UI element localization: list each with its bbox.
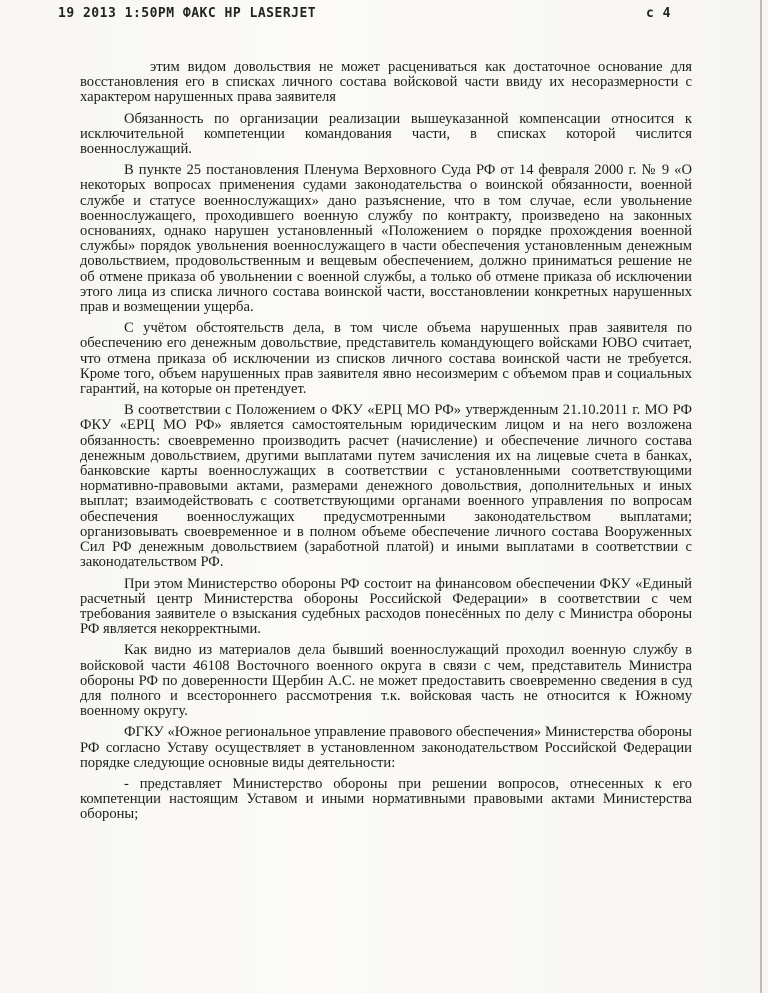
paragraph: - представляет Министерство обороны при решении вопросов, отнесенных к его компетенции настоящим Уставом и иными нормативными правовыми актами Министерства обороны; [80, 775, 692, 823]
paragraph: Как видно из материалов дела бывший военнослужащий проходил военную службу в войсковой части 46108 Восточного военного округа в связи с чем, представитель Министра обороны РФ по доверенности Щербин А.С. не может предоставить своевременно сведения в суд для полного и всестороннего рассмотрения т.к. войсковая часть не относится к Южному военному округу. [80, 642, 692, 720]
paragraph: В пункте 25 постановления Пленума Верховного Суда РФ от 14 февраля 2000 г. № 9 «О некоторых вопросах применения судами законодательства о воинской обязанности, военной службе и статусе военнослужащих» дано разъяснение, что в том случае, если увольнение военнослужащего, проходившего военную службу по контракту, произведено на законных основаниях, однако нарушен установленный «Положением о порядке прохождения военной службы» порядок увольнения военнослужащего в части обеспечения установленным денежным довольствием, продовольственным и вещевым обеспечением, должно приниматься решение не об отмене приказа об увольнении с военной службы, а только об отмене приказа об исключении этого лица из списка личного состава воинской части, восстановлении конкретных нарушенных прав и возмещении ущерба. [80, 162, 692, 316]
paragraph: ФГКУ «Южное региональное управление правового обеспечения» Министерства обороны РФ согласно Уставу осуществляет в установленном законодательством Российской Федерации порядке следующие основные виды деятельности: [80, 724, 692, 771]
paragraph: этим видом довольствия не может расцениваться как достаточное основание для восстановления его в списках личного состава войсковой части ввиду их несоразмерности с характером нарушенных права заявителя [80, 59, 692, 106]
paragraph: При этом Министерство обороны РФ состоит на финансовом обеспечении ФКУ «Единый расчетный центр Министерства обороны Российской Федерации» в соответствии с чем требования заявителе о взыскания судебных расходов понесённых по делу с Министра обороны РФ является некорректными. [80, 575, 692, 638]
paragraph: В соответствии с Положением о ФКУ «ЕРЦ МО РФ» утвержденным 21.10.2011 г. МО РФ ФКУ «ЕРЦ МО РФ» является самостоятельным юридическим лицом и на него возложена обязанность: своевременно производить расчет (начисление) и обеспечение личного состава денежным довольствием, другими выплатами путем зачисления их на лицевые счета в банках, банковские карты военнослужащих в соответствии с установленными соответствующими нормативно-правовыми актами, размерами денежного довольствия, дополнительных и иных выплат; взаимодействовать с соответствующими органами военного управления по вопросам обеспечения военнослужащих предусмотренными законодательством выплатами; организовывать своевременное и в полном объеме обеспечение личного состава Вооруженных Сил РФ денежным довольствием (заработной платой) и иными выплатами в соответствии с законодательством РФ. [80, 402, 692, 571]
page-edge [760, 0, 762, 993]
paragraph: С учётом обстоятельств дела, в том числе объема нарушенных прав заявителя по обеспечению его денежным довольствие, представитель командующего войсками ЮВО считает, что отмена приказа об исключении из списков личного состава воинской части не требуется. Кроме того, объем нарушенных прав заявителя явно несоизмерим с объемом прав и социальных гарантий, на которые он претендует. [80, 320, 692, 398]
paragraph: Обязанность по организации реализации вышеуказанной компенсации относится к исключительной компетенции командования части, в списках которой числится военнослужащий. [80, 110, 692, 158]
fax-header-page: с 4 [646, 6, 671, 21]
document-body [80, 60, 692, 829]
fax-header-left: 19 2013 1:50PM ФАКС HP LASERJET [58, 6, 317, 21]
fax-header [0, 4, 768, 26]
